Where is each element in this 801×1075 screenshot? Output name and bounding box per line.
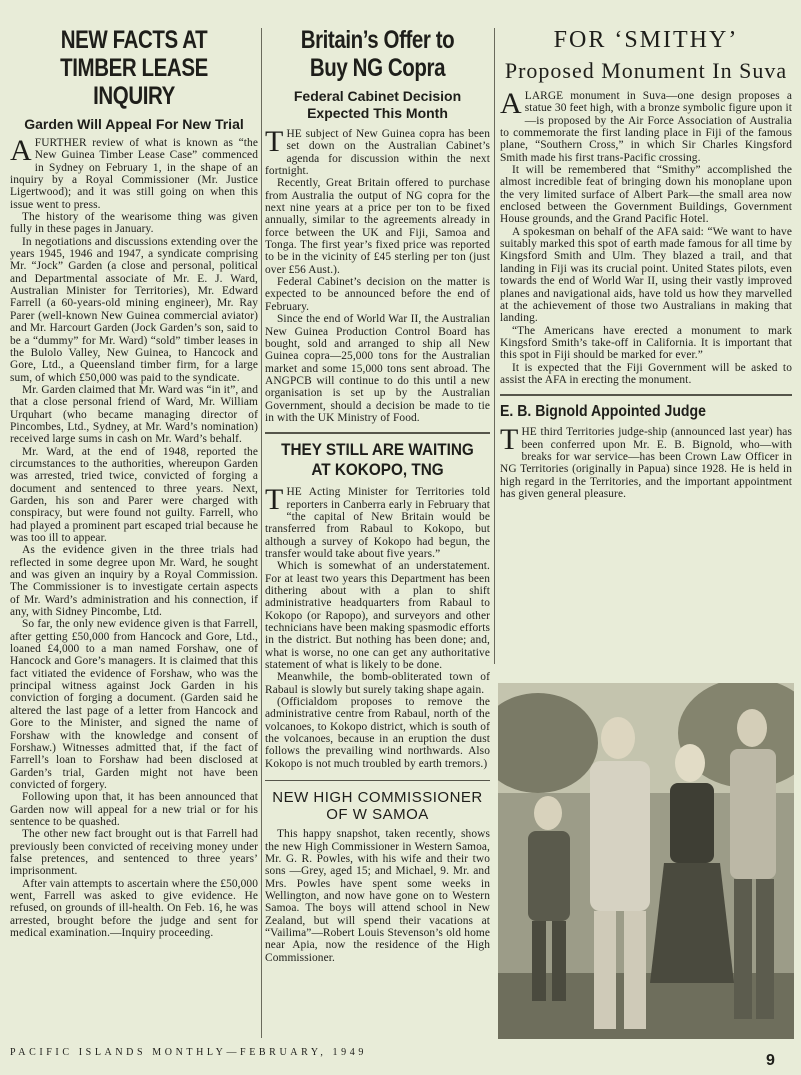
running-footer: PACIFIC ISLANDS MONTHLY—FEBRUARY, 1949 bbox=[10, 1047, 367, 1058]
paragraph: Mr. Ward, at the end of 1948, reported the circumstances to the authorities, whereupon Garden was arrested, tried twice, convicted of forging a document and sentenced to three years. Next, Garden, his son and Parer were charged with conspiracy, but were found not guilty. Farrell, who had played a prominent part escaped trial because he was too ill to appear. bbox=[10, 445, 258, 544]
headline-copra: Britain’s Offer to Buy NG Copra bbox=[300, 26, 455, 82]
paragraph: The history of the wearisome thing was given fully in these pages in January. bbox=[10, 211, 258, 236]
article-timber-lease bbox=[10, 26, 258, 939]
headline-kokopo: THEY STILL ARE WAITING AT KOKOPO, TNG bbox=[281, 440, 474, 480]
article-body-bignold bbox=[500, 423, 792, 500]
photo-caption bbox=[265, 828, 490, 964]
paragraph: Following upon that, it has been announced that Garden now will appeal for a new trial or for his sentence to be quashed. bbox=[10, 791, 258, 828]
article-body-copra bbox=[265, 125, 490, 424]
article-copra bbox=[265, 26, 490, 424]
paragraph: After vain attempts to ascertain where the £50,000 went, Farrell was asked to give evidence. He refused, on grounds of ill-health. On Feb. 16, he was arrested, brought before the judge and sent for medical examination.—Inquiry proceeding. bbox=[10, 877, 258, 939]
section-divider bbox=[265, 780, 490, 781]
headline-smithy: FOR ‘SMITHY’ bbox=[553, 27, 739, 53]
paragraph: Recently, Great Britain offered to purchase from Australia the output of NG copra for the next nine years at a price per ton to be fixed annually, similar to the agreements already in force between the UK and Fiji, Samoa and Tonga. The first year’s fixed price was reported to be in the vicinity of £45 sterling per ton (just over £56 Aust.). bbox=[265, 177, 490, 276]
paragraph: In negotiations and discussions extending over the years 1945, 1946 and 1947, a syndicate comprising Mr. “Jock” Garden (a close and personal, political and Departmental associate of Mr. E. J. Ward, Australian Minister for Territories), Mr. Edward Farrell (a 60-years-old mining engineer), Mr. Ray Parer (well-known New Guinea commercial aviator) and Mr. Harcourt Garden (Jock Garden’s son, said to be a “dummy” for Mr. Ward) “sold” timber leases in the Bulolo Valley, New Guinea, to Hancock and Gore, Ltd., a Queensland timber firm, for a large sum, of which £50,000 was paid to the syndicate. bbox=[10, 235, 258, 384]
paragraph: Mr. Garden claimed that Mr. Ward was “in it”, and that a close personal friend of Ward, Mr. William Urquhart (who became managing director of Pincombes, Ltd., Sydney, at Mr. Ward’s nomination) received large sums in cash on Mr. Ward’s behalf. bbox=[10, 383, 258, 446]
paragraph: A spokesman on behalf of the AFA said: “We want to have suitably marked this spot of earth made famous for all time by Kingsford Smith and Ulm. They blazed a trail, and that landing in Fiji was its crucial point. United States pilots, even towards the end of World War II, using their vastly improved planes and navigational aids, have told us how they marvelled at the achievement of those two Australians in making that landing. bbox=[500, 225, 792, 325]
article-body-smithy bbox=[500, 87, 792, 386]
paragraph: It is expected that the Fiji Government will be asked to assist the AFA in erecting the monument. bbox=[500, 361, 792, 386]
drop-cap: T bbox=[265, 483, 284, 517]
article-body-timber bbox=[10, 134, 258, 939]
paragraph: “The Americans have erected a monument to mark Kingsford Smith’s take-off in California. It is important that this spot in Fiji should be marked for ever.” bbox=[500, 324, 792, 362]
paragraph: Federal Cabinet’s decision on the matter is expected to be announced before the end of February. bbox=[265, 276, 490, 313]
article-kokopo bbox=[265, 440, 490, 770]
paragraph: Which is somewhat of an understatement. For at least two years this Department has been dithering about with a plan to shift administrative headquarters from Rabaul to Kokopo (or Rapopo), and surveyors and other technicians have been making spasmodic efforts in the district. But nothing has been done; and, what is worse, no one can get any authoritative statement of what is likely to be done. bbox=[265, 560, 490, 672]
paragraph: It will be remembered that “Smithy” accomplished the almost incredible feat of bringing down his monoplane upon the very limited surface of Albert Park—the small area now enclosed between the Government Buildings, Government House grounds, and the Grand Pacific Hotel. bbox=[500, 164, 792, 226]
paragraph: (Officialdom proposes to remove the administrative centre from Rabaul, north of the volcanoes, to Kokopo district, which is south of the volcanoes, because in an eruption the dust follows the prevailing wind northwards. Also Kokopo is not much troubled by earth tremors.) bbox=[265, 696, 490, 770]
column-rule bbox=[261, 28, 262, 1038]
headline-bignold: E. B. Bignold Appointed Judge bbox=[500, 403, 706, 421]
drop-cap: T bbox=[265, 125, 284, 158]
subhead-smithy: Proposed Monument In Suva bbox=[504, 58, 788, 83]
family-photograph bbox=[498, 683, 794, 1039]
paragraph: The other new fact brought out is that Farrell had previously been convicted of receiving money under false pretences, and sentenced to three years’ imprisonment. bbox=[10, 828, 258, 878]
paragraph: HE subject of New Guinea copra has been set down on the Australian Cabinet’s agenda for discussion within the next fortnight. bbox=[265, 128, 490, 178]
section-divider bbox=[500, 394, 792, 396]
column-right bbox=[500, 26, 792, 500]
paragraph: Meanwhile, the bomb-obliterated town of Rabaul is slowly but surely taking shape again. bbox=[265, 671, 490, 696]
subhead-copra: Federal Cabinet Decision Expected This Month bbox=[293, 88, 462, 121]
drop-cap: T bbox=[500, 423, 519, 457]
article-bignold bbox=[500, 402, 792, 500]
paragraph: This happy snapshot, taken recently, shows the new High Commissioner in Western Samoa, Mr. G. R. Powles, with his wife and their two sons —Grey, aged 15; and Michael, 9. Mr. and Mrs. Powles have spent some weeks in Wellington, and now have gone on to Western Samoa. The boys will attend school in New Zealand, but will spend their vacations at “Vailima”—Robert Louis Stevenson’s old home near Apia, now the residence of the High Commissioner. bbox=[265, 828, 490, 964]
paragraph: LARGE monument in Suva—one design proposes a statue 30 feet high, with a bronze symbolic figure upon it—is proposed by the Air Force Association of Australia to commemorate the first landing place in Fiji of the famous plane, “Southern Cross,” in which Sir Charles Kingsford Smith made his first trans-Pacific crossing. bbox=[500, 90, 792, 164]
paragraph: Since the end of World War II, the Australian New Guinea Production Control Board has bought, sold and arranged to ship all New Guinea copra—25,000 tons for the Australian market and some 15,000 tons sent abroad. The ANGPCB will continue to do this until a new organisation is set up by the Australian Government, should a decision be made to tie in with the UK Ministry of Food. bbox=[265, 313, 490, 424]
paragraph: FURTHER review of what is known as “the New Guinea Timber Lease Case” commenced in Sydney on February 1, in the shape of an inquiry by a Royal Commissioner (Mr. Justice Ligertwood); and it was still going on when this issue went to press. bbox=[10, 137, 258, 211]
article-body-kokopo bbox=[265, 483, 490, 770]
column-middle bbox=[265, 26, 490, 964]
drop-cap: A bbox=[10, 134, 32, 167]
paragraph: So far, the only new evidence given is that Farrell, after getting £50,000 from Hancock and Gore, Ltd., loaned £4,000 to a man named Forshaw, one of Hancock and Gore’s managers. It is claimed that this fact vitiated the evidence of Forshaw, who was the principal witness against Jock Garden in his conviction of forging a document. (Garden said he altered the last page of a letter from Hancock and Gore to the Minister, and signed the name of Forshaw with the knowledge and consent of Forshaw.) Witnesses admitted that, if the fact of Farrell’s loan to Forshaw had been disclosed at Garden’s trial, Garden might not have been convicted of forgery. bbox=[10, 618, 258, 791]
column-rule bbox=[494, 28, 495, 664]
paragraph: HE Acting Minister for Territories told reporters in Canberra early in February that “the capital of New Britain would be transferred from Rabaul to Kokopo, but although a survey of Kokopo had begun, the transfer would take about five years.” bbox=[265, 486, 490, 560]
paragraph: As the evidence given in the three trials had reflected in some degree upon Mr. Ward, he sought and was given an inquiry by a Royal Commission. The Commissioner is to investigate certain aspects of Mr. Ward’s administration and his connection, if any, with Sidney Pincombe, Ltd. bbox=[10, 544, 258, 619]
headline-timber: NEW FACTS AT TIMBER LEASE INQUIRY bbox=[60, 26, 208, 110]
article-smithy bbox=[500, 26, 792, 386]
subhead-timber: Garden Will Appeal For New Trial bbox=[24, 116, 244, 132]
paragraph: HE third Territories judge-ship (announced last year) has been conferred upon Mr. E. B. Bignold, who—with breaks for war service—has been Crown Law Officer in NG Territories (originally in Papua) since 1928. He is held in high regard in the Territories, and the important appointment has given general pleasure. bbox=[500, 426, 792, 500]
article-samoa bbox=[265, 789, 490, 964]
section-divider bbox=[265, 432, 490, 434]
photo-illustration bbox=[498, 683, 794, 1039]
page-number: 9 bbox=[766, 1052, 775, 1069]
drop-cap: A bbox=[500, 87, 522, 120]
headline-samoa: NEW HIGH COMMISSIONER OF W SAMOA bbox=[272, 789, 483, 824]
